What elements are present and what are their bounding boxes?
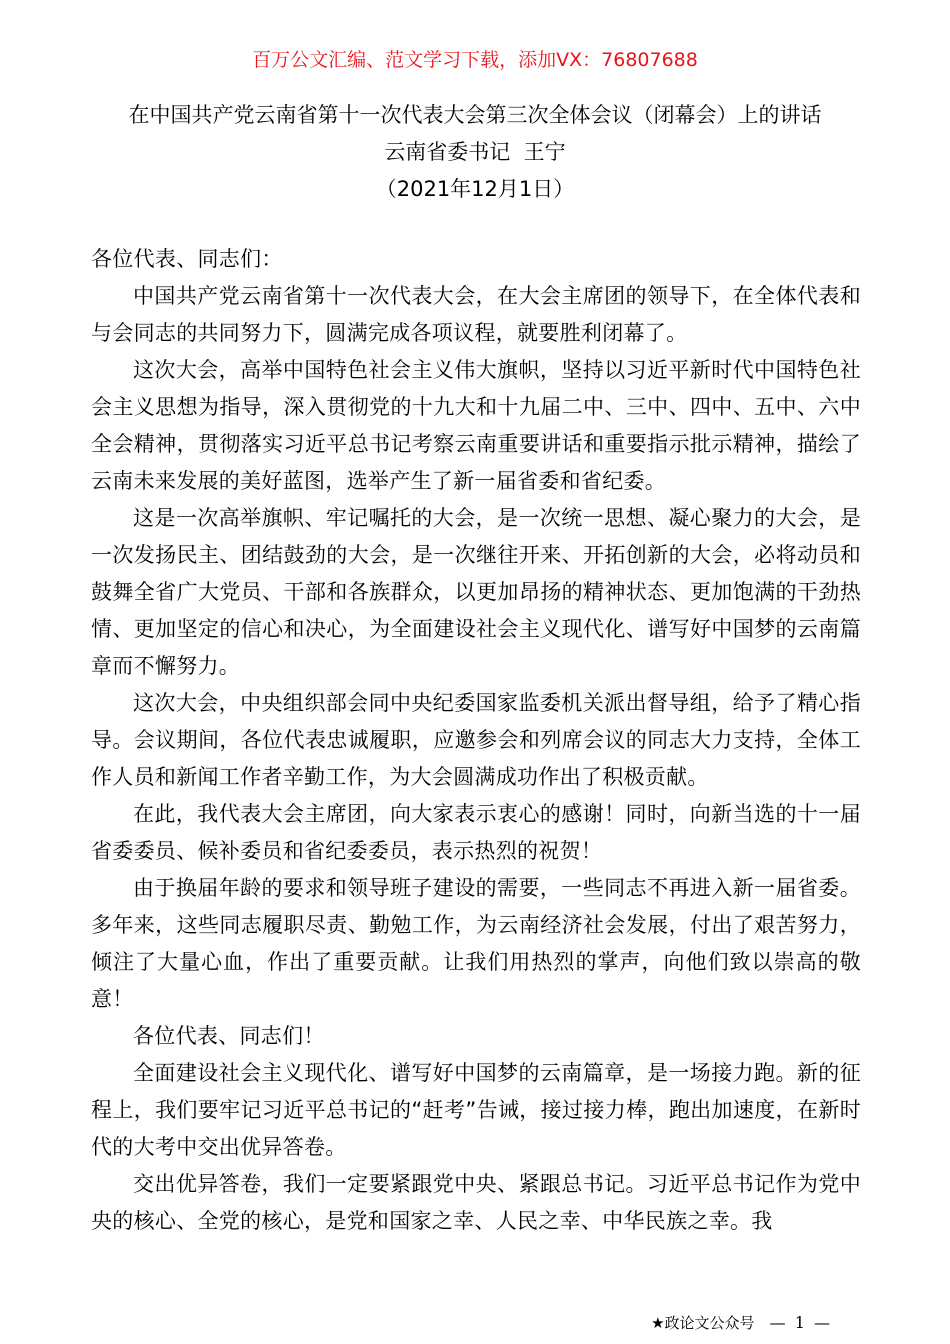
speech-body <box>91 241 861 1240</box>
paragraph-salutation-2: 各位代表、同志们！ <box>133 1024 325 1048</box>
header-note: 百万公文汇编、范文学习下载，添加VX：76807688 <box>252 49 698 71</box>
footer-source: ★政论文公众号 <box>651 1314 755 1332</box>
paragraph: 在此，我代表大会主席团，向大家表示衷心的感谢！同时，向新当选的十一届省委委员、候补委员和省纪委委员，表示热烈的祝贺！ <box>91 802 861 863</box>
page-footer <box>651 1312 832 1334</box>
paragraph-salutation: 各位代表、同志们： <box>91 247 283 271</box>
paragraph: 中国共产党云南省第十一次代表大会，在大会主席团的领导下，在全体代表和与会同志的共同努力下，圆满完成各项议程，就要胜利闭幕了。 <box>91 284 861 345</box>
paragraph: 由于换届年龄的要求和领导班子建设的需要，一些同志不再进入新一届省委。多年来，这些同志履职尽责、勤勉工作，为云南经济社会发展，付出了艰苦努力，倾注了大量心血，作出了重要贡献。让我们用热烈的掌声，向他们致以崇高的敬意！ <box>91 876 861 1011</box>
paragraph: 全面建设社会主义现代化、谱写好中国梦的云南篇章，是一场接力跑。新的征程上，我们要牢记习近平总书记的“赶考”告诫，接过接力棒，跑出加速度，在新时代的大考中交出优异答卷。 <box>91 1061 861 1159</box>
paragraph: 这次大会，中央组织部会同中央纪委国家监委机关派出督导组，给予了精心指导。会议期间，各位代表忠诚履职，应邀参会和列席会议的同志大力支持，全体工作人员和新闻工作者辛勤工作，为大会圆满成功作出了积极贡献。 <box>91 691 861 789</box>
paragraph: 这是一次高举旗帜、牢记嘱托的大会，是一次统一思想、凝心聚力的大会，是一次发扬民主、团结鼓劲的大会，是一次继往开来、开拓创新的大会，必将动员和鼓舞全省广大党员、干部和各族群众，以更加昂扬的精神状态、更加饱满的干劲热情、更加坚定的信心和决心，为全面建设社会主义现代化、谱写好中国梦的云南篇章而不懈努力。 <box>91 506 861 678</box>
speaker-line: 云南省委书记 王宁 <box>384 140 566 164</box>
page-number: — 1 — <box>769 1313 832 1332</box>
speech-date: （2021年12月1日） <box>375 177 575 201</box>
paragraph: 这次大会，高举中国特色社会主义伟大旗帜，坚持以习近平新时代中国特色社会主义思想为指导，深入贯彻党的十九大和十九届二中、三中、四中、五中、六中全会精神，贯彻落实习近平总书记考察云南重要讲话和重要指示批示精神，描绘了云南未来发展的美好蓝图，选举产生了新一届省委和省纪委。 <box>91 358 861 493</box>
speech-title: 在中国共产党云南省第十一次代表大会第三次全体会议（闭幕会）上的讲话 <box>128 103 822 127</box>
paragraph: 交出优异答卷，我们一定要紧跟党中央、紧跟总书记。习近平总书记作为党中央的核心、全党的核心，是党和国家之幸、人民之幸、中华民族之幸。我 <box>91 1172 861 1233</box>
title-block <box>0 97 950 208</box>
